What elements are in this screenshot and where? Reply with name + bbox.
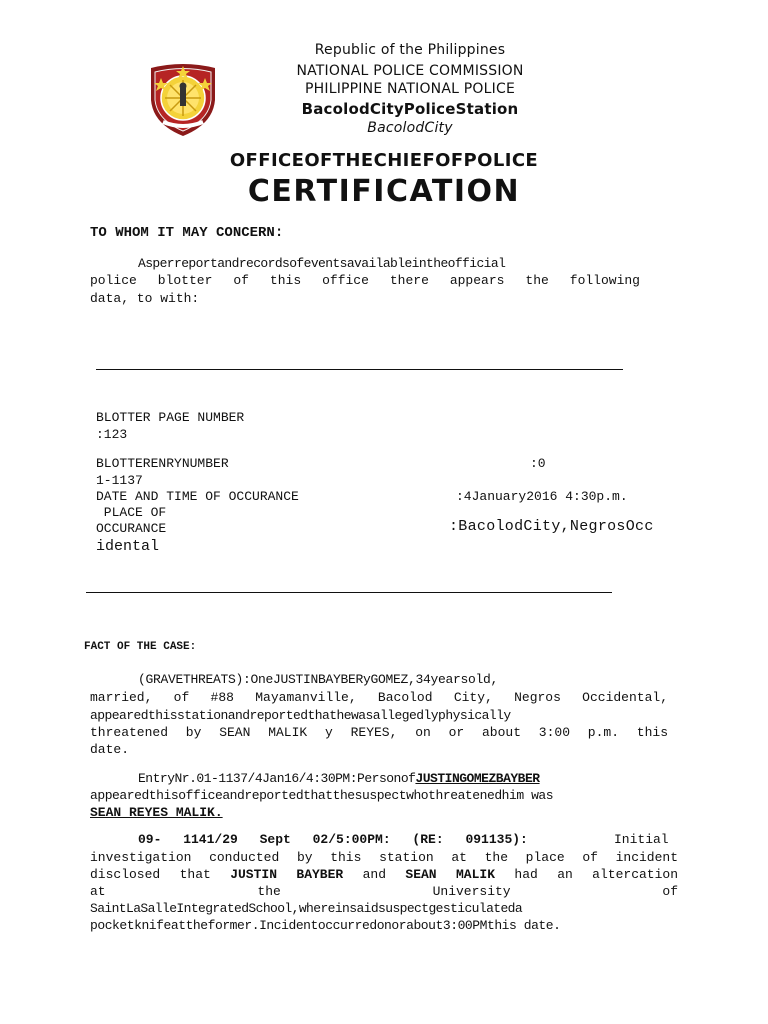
blotter-page-value: :123 — [96, 427, 128, 442]
fact-p3-initial: Initial — [614, 832, 669, 847]
divider-bottom — [86, 592, 612, 593]
place-value-cont: idental — [96, 538, 160, 555]
place-value: :BacolodCity,NegrosOcc — [449, 518, 654, 535]
intro-line-1: Asperreportandrecordsofeventsavailableintheofficial — [138, 256, 506, 271]
date-label: DATE AND TIME OF OCCURANCE — [96, 489, 299, 504]
place-label-cont: OCCURANCE — [96, 521, 167, 536]
fact-p3-line-5: SaintLaSalleIntegratedSchool,whereinsaidsuspectgesticulateda — [90, 901, 523, 916]
fact-p2-complainant: JUSTINGOMEZBAYBER — [415, 771, 540, 786]
fact-p1-line-1: (GRAVETHREATS):OneJUSTINBAYBERyGOMEZ,34yearsold, — [138, 672, 499, 687]
header-napolcom: NATIONAL POLICE COMMISSION — [296, 63, 524, 79]
blotter-entry-value: :0 — [530, 456, 546, 471]
fact-p3-text-c: had an altercation — [495, 867, 679, 882]
fact-p1-line-2: married, of #88 Mayamanville, Bacolod City, Negros Occidental, — [90, 690, 668, 705]
fact-p3-line-2: investigation conducted by this station at the place of incident — [90, 850, 678, 865]
intro-line-2: police blotter of this office there appears the following — [90, 273, 640, 288]
fact-p2-entry: EntryNr.01-1137/4Jan16/4:30PM:Personof — [138, 771, 416, 786]
fact-p3-text-b: and — [343, 867, 406, 882]
fact-p2-suspect: SEAN REYES MALIK. — [90, 805, 223, 820]
fact-p1-line-4: threatened by SEAN MALIK y REYES, on or about 3:00 p.m. this — [90, 725, 668, 740]
fact-p3-line-3 — [90, 866, 678, 883]
fact-p1-line-3: appearedthisstationandreportedthathewasallegedlyphysically — [90, 708, 511, 723]
fact-p3-entry: 09- 1141/29 Sept 02/5:00PM: (RE: 091135): — [138, 832, 528, 847]
office-title: OFFICEOFTHECHIEFOFPOLICE — [229, 150, 539, 171]
fact-p1-line-5: date. — [90, 742, 130, 757]
header-republic: Republic of the Philippines — [314, 42, 506, 58]
facts-heading: FACT OF THE CASE: — [84, 641, 197, 653]
fact-p2-line-1 — [138, 770, 540, 787]
header-city: BacolodCity — [367, 120, 453, 136]
place-label: PLACE OF — [96, 505, 167, 520]
blotter-entry-label: BLOTTERENRYNUMBER — [96, 456, 229, 471]
certification-title: CERTIFICATION — [247, 174, 521, 209]
fact-p3-text-a: disclosed that — [90, 867, 231, 882]
fact-p3-line-4: at the University of — [90, 884, 678, 899]
salutation: TO WHOM IT MAY CONCERN: — [90, 225, 284, 241]
fact-p3-name-2: SEAN MALIK — [405, 867, 496, 882]
blotter-entry-value-cont: 1-1137 — [96, 473, 143, 488]
header-pnp: PHILIPPINE NATIONAL POLICE — [305, 81, 515, 97]
fact-p3-name-1: JUSTIN BAYBER — [230, 867, 344, 882]
fact-p2-line-2: appearedthisofficeandreportedthatthesuspectwhothreatenedhim was — [90, 788, 554, 803]
blotter-page-label: BLOTTER PAGE NUMBER — [96, 410, 245, 425]
fact-p3-line-6: pocketknifeattheformer.Incidentoccurredonorabout3:00PMthis date. — [90, 918, 561, 933]
intro-line-3: data, to with: — [90, 291, 200, 306]
header-station: BacolodCityPoliceStation — [301, 100, 519, 118]
date-value: :4January2016 4:30p.m. — [456, 489, 628, 504]
divider-top — [96, 369, 623, 370]
